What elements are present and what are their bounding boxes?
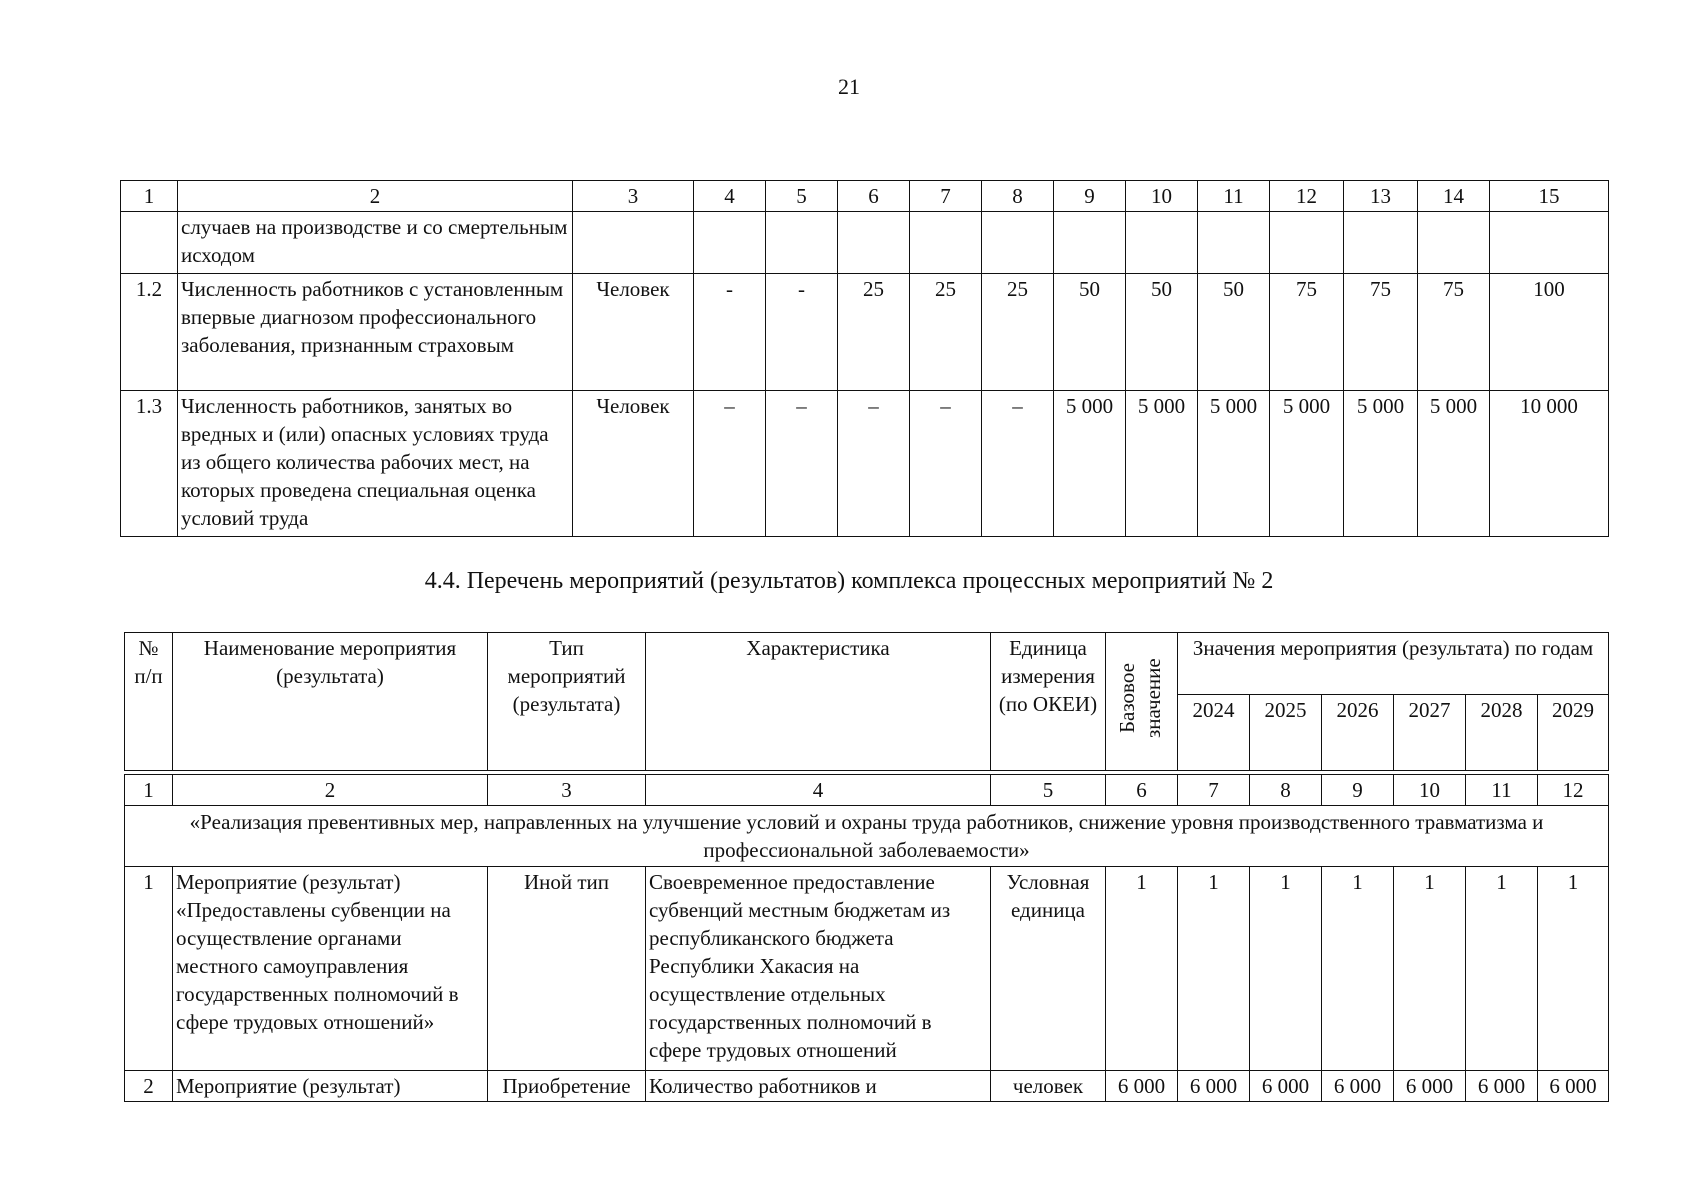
header-year: 2028: [1466, 695, 1538, 771]
col-num: 11: [1466, 775, 1538, 806]
header-year: 2027: [1394, 695, 1466, 771]
value-cell: 1: [1538, 867, 1609, 1071]
row-unit: Человек: [573, 391, 694, 537]
col-num: 12: [1538, 775, 1609, 806]
value-cell: 5 000: [1418, 391, 1490, 537]
value-cell: 75: [1344, 274, 1418, 391]
col-num: 7: [1178, 775, 1250, 806]
header-type: Тип мероприятий (результата): [488, 633, 646, 771]
header-name: Наименование мероприятия (результата): [173, 633, 488, 771]
row-num: 1.2: [121, 274, 178, 391]
cell: [766, 212, 838, 274]
col-num: 3: [488, 775, 646, 806]
header-year: 2025: [1250, 695, 1322, 771]
col-num: 6: [1106, 775, 1178, 806]
value-cell: 6 000: [1250, 1071, 1322, 1102]
value-cell: 5 000: [1270, 391, 1344, 537]
table2-header-row: [125, 633, 1609, 695]
value-cell: 1: [1466, 867, 1538, 1071]
row-name: Численность работников с установленным впервые диагнозом профессионального заболевания, признанным страховым: [178, 274, 573, 391]
col-num: 8: [982, 181, 1054, 212]
value-cell: 5 000: [1126, 391, 1198, 537]
value-cell: –: [982, 391, 1054, 537]
cell: [982, 212, 1054, 274]
value-cell: 50: [1198, 274, 1270, 391]
row-name: Мероприятие (результат): [173, 1071, 488, 1102]
table1-column-numbers: [121, 181, 1609, 212]
group-title: «Реализация превентивных мер, направленных на улучшение условий и охраны труда работников, снижение уровня производственного травматизма и профессиональной заболеваемости»: [125, 806, 1609, 867]
value-cell: 25: [982, 274, 1054, 391]
col-num: 3: [573, 181, 694, 212]
col-num: 4: [694, 181, 766, 212]
header-year: 2026: [1322, 695, 1394, 771]
col-num: 13: [1344, 181, 1418, 212]
row-num: 1.3: [121, 391, 178, 537]
col-num: 9: [1322, 775, 1394, 806]
table-row: [125, 867, 1609, 1071]
row-name: случаев на производстве и со смертельным исходом: [178, 212, 573, 274]
row-unit: Условная единица: [991, 867, 1106, 1071]
col-num: 4: [646, 775, 991, 806]
cell: [694, 212, 766, 274]
value-cell: 6 000: [1394, 1071, 1466, 1102]
col-num: 10: [1394, 775, 1466, 806]
row-name: Численность работников, занятых во вредных и (или) опасных условиях труда из общего количества рабочих мест, на которых проведена специальная оценка условий труда: [178, 391, 573, 537]
page-number: 21: [838, 74, 860, 99]
value-cell: 25: [838, 274, 910, 391]
cell: [1126, 212, 1198, 274]
table-row: [125, 1071, 1609, 1102]
row-unit: Человек: [573, 274, 694, 391]
col-num: 5: [766, 181, 838, 212]
value-cell: 6 000: [1322, 1071, 1394, 1102]
header-characteristic: Характеристика: [646, 633, 991, 771]
value-cell: 6 000: [1538, 1071, 1609, 1102]
row-num: [121, 212, 178, 274]
col-num: 10: [1126, 181, 1198, 212]
activities-table: [124, 632, 1609, 1102]
section-title: 4.4. Перечень мероприятий (результатов) комплекса процессных мероприятий № 2: [424, 568, 1274, 594]
cell: [1344, 212, 1418, 274]
cell: [910, 212, 982, 274]
value-cell: 50: [1054, 274, 1126, 391]
header-num: № п/п: [125, 633, 173, 771]
value-cell: –: [694, 391, 766, 537]
value-cell: 10 000: [1490, 391, 1609, 537]
value-cell: 5 000: [1054, 391, 1126, 537]
value-cell: 1: [1250, 867, 1322, 1071]
value-cell: 25: [910, 274, 982, 391]
group-title-row: [125, 806, 1609, 867]
value-cell: 50: [1126, 274, 1198, 391]
cell: [1418, 212, 1490, 274]
row-base: 6 000: [1106, 1071, 1178, 1102]
col-num: 1: [125, 775, 173, 806]
value-cell: 6 000: [1178, 1071, 1250, 1102]
header-base-text: Базовое значение: [1114, 658, 1165, 738]
header-year: 2024: [1178, 695, 1250, 771]
value-cell: –: [838, 391, 910, 537]
col-num: 2: [178, 181, 573, 212]
row-characteristic: Своевременное предоставление субвенций местным бюджетам из республиканского бюджета Республики Хакасия на осуществление отдельных государственных полномочий в сфере трудовых отношений: [646, 867, 991, 1071]
value-cell: –: [766, 391, 838, 537]
table2-column-numbers: [125, 775, 1609, 806]
indicators-table: [120, 180, 1609, 537]
table-row: [121, 391, 1609, 537]
col-num: 14: [1418, 181, 1490, 212]
value-cell: 75: [1270, 274, 1344, 391]
row-num: 2: [125, 1071, 173, 1102]
row-type: Приобретение: [488, 1071, 646, 1102]
header-values-group: Значения мероприятия (результата) по годам: [1178, 633, 1609, 695]
cell: [1198, 212, 1270, 274]
table-row: [121, 212, 1609, 274]
col-num: 2: [173, 775, 488, 806]
header-unit: Единица измерения (по ОКЕИ): [991, 633, 1106, 771]
cell: [1054, 212, 1126, 274]
col-num: 12: [1270, 181, 1344, 212]
value-cell: 1: [1178, 867, 1250, 1071]
col-num: 6: [838, 181, 910, 212]
col-num: 11: [1198, 181, 1270, 212]
value-cell: –: [910, 391, 982, 537]
col-num: 5: [991, 775, 1106, 806]
row-unit: человек: [991, 1071, 1106, 1102]
value-cell: 6 000: [1466, 1071, 1538, 1102]
value-cell: 1: [1394, 867, 1466, 1071]
row-characteristic: Количество работников и: [646, 1071, 991, 1102]
cell: [838, 212, 910, 274]
row-num: 1: [125, 867, 173, 1071]
cell: [1270, 212, 1344, 274]
row-type: Иной тип: [488, 867, 646, 1071]
header-base: [1106, 633, 1178, 771]
value-cell: 1: [1322, 867, 1394, 1071]
col-num: 7: [910, 181, 982, 212]
col-num: 8: [1250, 775, 1322, 806]
header-year: 2029: [1538, 695, 1609, 771]
value-cell: 5 000: [1198, 391, 1270, 537]
value-cell: -: [766, 274, 838, 391]
table-row: [121, 274, 1609, 391]
row-base: 1: [1106, 867, 1178, 1071]
value-cell: 5 000: [1344, 391, 1418, 537]
col-num: 1: [121, 181, 178, 212]
col-num: 9: [1054, 181, 1126, 212]
col-num: 15: [1490, 181, 1609, 212]
value-cell: 75: [1418, 274, 1490, 391]
value-cell: -: [694, 274, 766, 391]
value-cell: 100: [1490, 274, 1609, 391]
row-name: Мероприятие (результат) «Предоставлены субвенции на осуществление органами местного самоуправления государственных полномочий в сфере трудовых отношений»: [173, 867, 488, 1071]
cell: [1490, 212, 1609, 274]
row-unit: [573, 212, 694, 274]
